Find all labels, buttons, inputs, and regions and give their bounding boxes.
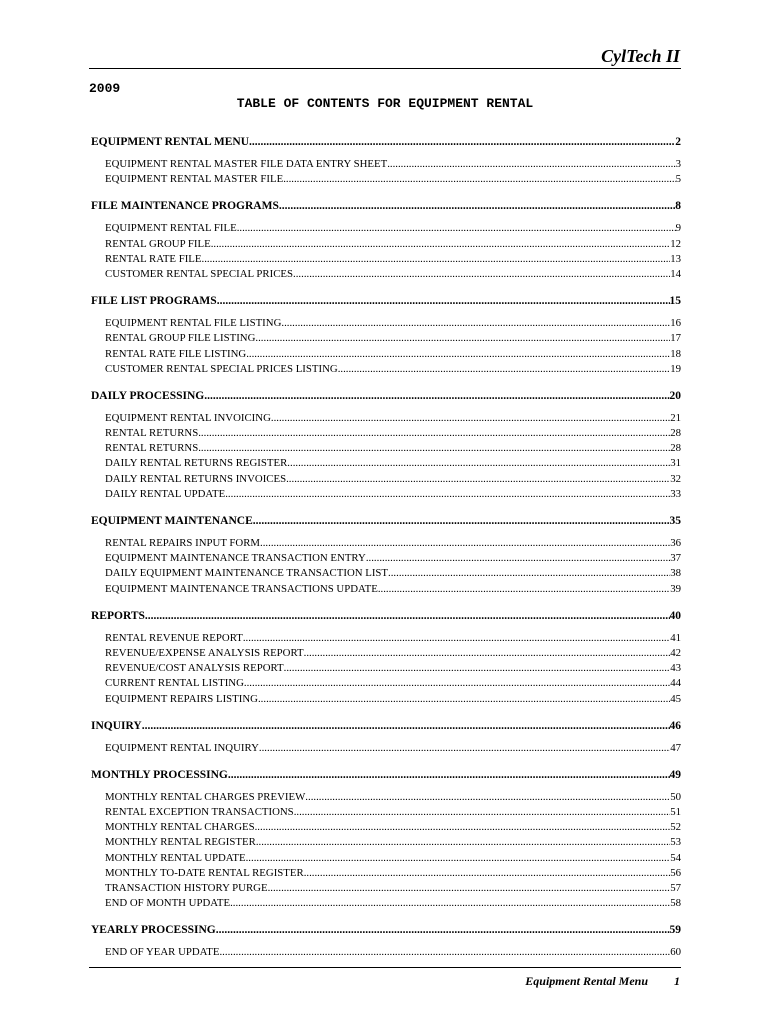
dot-leader [304,866,671,881]
toc-entry-page-number: 54 [670,851,681,864]
toc-entry-title: DAILY EQUIPMENT MAINTENANCE TRANSACTION LIST [105,567,389,580]
toc-entry-page-number: 47 [670,741,681,754]
toc-section-heading-title: FILE MAINTENANCE PROGRAMS [91,200,279,213]
toc-entry-page-number: 18 [670,347,681,360]
toc-entry-title: END OF YEAR UPDATE [105,946,220,959]
document-year: 2009 [89,81,121,96]
toc-entry[interactable] [91,252,681,267]
dot-leader [249,135,675,150]
toc-entry-title: RENTAL RETURNS [105,427,199,440]
toc-entry-page-number: 28 [670,442,681,455]
toc-entry[interactable] [91,221,681,236]
dot-leader [230,896,670,911]
dot-leader [268,881,671,896]
dot-leader [244,676,670,691]
toc-entry-page-number: 33 [670,487,681,500]
toc-section [91,389,681,502]
toc-entry-title: RENTAL RATE FILE LISTING [105,347,247,360]
toc-entry-page-number: 60 [670,946,681,959]
toc-entry-page-number: 17 [670,332,681,345]
toc-section-heading[interactable] [91,294,681,309]
dot-leader [246,851,671,866]
toc-entry-page-number: 13 [670,252,681,265]
toc-entry-page-number: 52 [670,821,681,834]
dot-leader [255,820,671,835]
dot-leader [228,768,670,783]
toc-entry[interactable] [91,316,681,331]
toc-entry[interactable] [91,805,681,820]
toc-entry[interactable] [91,536,681,551]
toc-entry-page-number: 36 [670,537,681,549]
dot-leader [305,790,670,805]
toc-section-heading-title: EQUIPMENT MAINTENANCE [91,515,253,527]
dot-leader [258,692,670,707]
toc-section-heading-title: DAILY PROCESSING [91,389,205,402]
toc-entry[interactable] [91,331,681,346]
toc-entry-page-number: 9 [675,222,681,235]
toc-section-heading-page-number: 59 [669,924,681,937]
toc-entry[interactable] [91,866,681,881]
toc-entry[interactable] [91,945,681,960]
toc-entry-title: DAILY RENTAL UPDATE [105,487,226,500]
toc-entry[interactable] [91,426,681,441]
dot-leader [216,923,670,938]
dot-leader [260,536,670,551]
toc-entry-page-number: 50 [670,790,681,803]
toc-section-heading-page-number: 20 [669,389,681,402]
toc-entry-title: MONTHLY RENTAL CHARGES [105,821,255,834]
toc-entry-title: MONTHLY TO-DATE RENTAL REGISTER [105,866,304,879]
toc-entry-title: EQUIPMENT RENTAL MASTER FILE DATA ENTRY SHEET [105,158,388,170]
dot-leader [259,741,670,756]
toc-entry-page-number: 56 [670,866,681,879]
toc-section-heading[interactable] [91,923,681,938]
toc-section-heading-title: FILE LIST PROGRAMS [91,295,217,308]
toc-entry-title: RENTAL GROUP FILE [105,237,211,250]
toc-entry[interactable] [91,835,681,850]
toc-entry[interactable] [91,347,681,362]
toc-entry[interactable] [91,582,681,597]
toc-entry-title: REVENUE/EXPENSE ANALYSIS REPORT [105,646,304,659]
dot-leader [294,805,671,820]
toc-entry-page-number: 44 [670,677,681,690]
dot-leader [198,441,670,456]
toc-entry-title: END OF MONTH UPDATE [105,897,231,910]
toc-entry-title: EQUIPMENT RENTAL INQUIRY [105,741,259,754]
toc-section-heading-page-number: 15 [669,295,681,308]
toc-entry-title: RENTAL REVENUE REPORT [105,631,243,644]
toc-entry-page-number: 32 [670,472,681,485]
toc-section-heading[interactable] [91,609,681,624]
dot-leader [204,389,669,404]
toc-entry-page-number: 19 [670,362,681,375]
dot-leader [271,411,670,426]
page-footer [525,974,680,989]
toc-entry-page-number: 58 [670,897,681,910]
dot-leader [284,661,671,676]
toc-section-heading[interactable] [91,135,681,150]
toc-title: TABLE OF CONTENTS FOR EQUIPMENT RENTAL [236,96,534,111]
toc-entry[interactable] [91,676,681,691]
toc-entry[interactable] [91,661,681,676]
toc-entry[interactable] [91,362,681,377]
toc-entry[interactable] [91,267,681,282]
toc-entry[interactable] [91,456,681,471]
toc-section-heading-title: INQUIRY [91,719,142,732]
toc-section [91,294,681,377]
dot-leader [246,347,670,362]
toc-entry-title: CURRENT RENTAL LISTING [105,677,244,690]
toc-entry[interactable] [91,472,681,487]
toc-entry[interactable] [91,631,681,646]
toc-section-heading-page-number: 49 [669,768,681,781]
toc-section [91,135,681,187]
toc-section [91,768,681,912]
dot-leader [286,472,670,487]
toc-entry-title: RENTAL REPAIRS INPUT FORM [105,537,261,549]
dot-leader [145,609,670,624]
dot-leader [253,514,670,529]
toc-section-heading[interactable] [91,389,681,404]
toc-section-heading-page-number: 8 [675,200,681,213]
toc-section-heading-page-number: 2 [675,136,681,148]
toc-entry-page-number: 37 [670,552,681,565]
footer-title: Equipment Rental Menu [525,974,648,988]
toc-section [91,923,681,960]
dot-leader [243,631,670,646]
toc-entry[interactable] [91,172,681,187]
toc-entry-page-number: 57 [670,882,681,894]
dot-leader [387,157,675,172]
dot-leader [198,426,670,441]
toc-entry[interactable] [91,411,681,426]
dot-leader [304,646,671,661]
toc-section [91,199,681,282]
dot-leader [256,835,670,850]
toc-entry[interactable] [91,646,681,661]
toc-section-heading-title: YEARLY PROCESSING [91,924,216,937]
toc-section [91,719,681,756]
dot-leader [237,221,676,236]
header-divider [89,68,681,69]
toc-entry[interactable] [91,692,681,707]
footer-divider [89,967,681,968]
toc-section [91,514,681,597]
dot-leader [225,487,670,502]
toc-entry[interactable] [91,157,681,172]
toc-entry[interactable] [91,441,681,456]
toc-entry[interactable] [91,237,681,252]
toc-entry-title: EQUIPMENT RENTAL MASTER FILE [105,173,284,186]
page-number: 1 [674,974,680,988]
toc-entry-title: RENTAL GROUP FILE LISTING [105,332,256,345]
toc-entry-title: EQUIPMENT RENTAL FILE LISTING [105,317,282,330]
toc-section-heading-title: MONTHLY PROCESSING [91,768,228,781]
toc-entry[interactable] [91,741,681,756]
toc-entry-page-number: 21 [670,411,681,424]
toc-entry[interactable] [91,566,681,581]
toc-entry-page-number: 28 [670,427,681,440]
toc-entry-page-number: 53 [670,836,681,849]
toc-section-heading[interactable] [91,768,681,783]
toc-entry[interactable] [91,551,681,566]
toc-entry-page-number: 39 [670,582,681,595]
toc-section-heading[interactable] [91,719,681,734]
toc-entry-page-number: 14 [670,267,681,280]
toc-entry[interactable] [91,881,681,896]
dot-leader [378,582,670,597]
toc-entry[interactable] [91,896,681,911]
toc-entry-page-number: 3 [675,158,681,170]
dot-leader [255,331,670,346]
table-of-contents [91,135,681,973]
toc-entry-title: TRANSACTION HISTORY PURGE [105,882,268,894]
toc-entry-page-number: 31 [670,457,681,470]
toc-entry-title: MONTHLY RENTAL CHARGES PREVIEW [105,790,306,803]
dot-leader [338,362,671,377]
toc-entry-title: CUSTOMER RENTAL SPECIAL PRICES [105,267,294,280]
toc-entry[interactable] [91,851,681,866]
toc-section [91,609,681,707]
toc-entry[interactable] [91,790,681,805]
toc-entry-page-number: 41 [670,631,681,644]
dot-leader [293,267,670,282]
toc-entry-title: MONTHLY RENTAL REGISTER [105,836,256,849]
toc-entry-title: EQUIPMENT MAINTENANCE TRANSACTION ENTRY [105,552,366,565]
toc-entry-title: RENTAL EXCEPTION TRANSACTIONS [105,806,294,819]
toc-entry-title: DAILY RENTAL RETURNS INVOICES [105,472,287,485]
toc-section-heading[interactable] [91,514,681,529]
toc-section-heading-title: REPORTS [91,609,145,622]
toc-section-heading-page-number: 40 [669,609,681,622]
toc-entry-page-number: 16 [670,317,681,330]
document-header-title: CylTech II [601,46,680,66]
dot-leader [217,294,670,309]
toc-entry-page-number: 12 [670,237,681,250]
toc-entry-title: RENTAL RATE FILE [105,252,202,265]
toc-entry-title: RENTAL RETURNS [105,442,199,455]
dot-leader [388,566,670,581]
toc-entry-title: EQUIPMENT MAINTENANCE TRANSACTIONS UPDATE [105,582,378,595]
toc-entry-title: CUSTOMER RENTAL SPECIAL PRICES LISTING [105,362,338,375]
toc-entry-page-number: 45 [670,692,681,705]
toc-section-heading-page-number: 35 [669,515,681,527]
dot-leader [366,551,670,566]
dot-leader [202,252,671,267]
toc-entry-page-number: 42 [670,646,681,659]
toc-entry-title: REVENUE/COST ANALYSIS REPORT [105,662,284,675]
dot-leader [211,237,671,252]
toc-entry[interactable] [91,820,681,835]
dot-leader [142,719,670,734]
toc-entry-page-number: 51 [670,806,681,819]
dot-leader [279,199,675,214]
toc-entry-title: EQUIPMENT RENTAL INVOICING [105,411,271,424]
dot-leader [281,316,670,331]
toc-section-heading[interactable] [91,199,681,214]
toc-entry-title: EQUIPMENT RENTAL FILE [105,222,237,235]
toc-section-heading-title: EQUIPMENT RENTAL MENU [91,136,250,148]
dot-leader [287,456,670,471]
toc-entry-title: MONTHLY RENTAL UPDATE [105,851,246,864]
toc-entry-page-number: 43 [670,662,681,675]
toc-entry[interactable] [91,487,681,502]
toc-entry-page-number: 5 [675,173,681,186]
toc-entry-title: EQUIPMENT REPAIRS LISTING [105,692,258,705]
toc-entry-title: DAILY RENTAL RETURNS REGISTER [105,457,288,470]
dot-leader [219,945,670,960]
toc-entry-page-number: 38 [670,567,681,580]
toc-section-heading-page-number: 46 [669,719,681,732]
dot-leader [283,172,675,187]
